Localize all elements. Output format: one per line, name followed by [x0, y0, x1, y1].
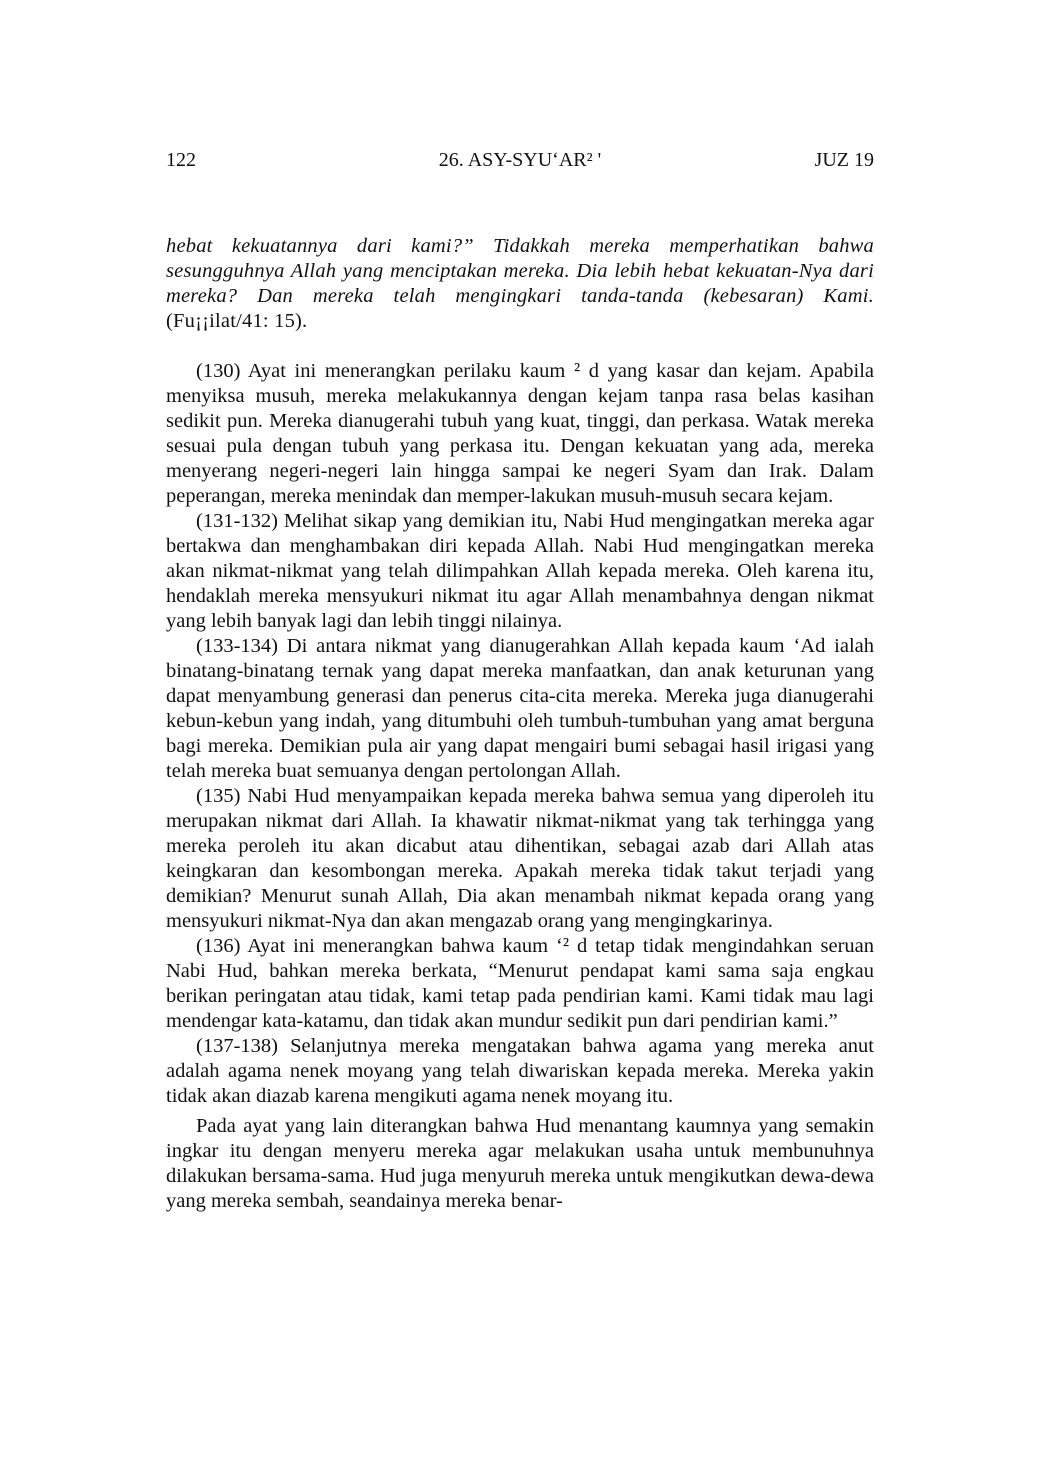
juz-label: JUZ 19 — [814, 149, 874, 171]
page-header — [166, 146, 874, 174]
paragraph-130: (130) Ayat ini menerangkan perilaku kaum ² d yang kasar dan kejam. Apabila menyiksa musuh, mereka melakukannya dengan kejam tanpa rasa belas kasihan sedikit pun. Mereka dianugerahi tubuh yang kuat, tinggi, dan perkasa. Watak mereka sesuai pula dengan tubuh yang perkasa itu. Dengan kekuatan yang ada, mereka menyerang negeri-negeri lain hingga sampai ke negeri Syam dan Irak. Dalam peperangan, mereka menindak dan memper-lakukan musuh-musuh secara kejam. — [166, 360, 874, 507]
paragraph-135: (135) Nabi Hud menyampaikan kepada mereka bahwa semua yang diperoleh itu merupakan nikmat dari Allah. Ia khawatir nikmat-nikmat yang tak terhingga yang mereka peroleh itu akan dicabut atau dihentikan, sebagai azab dari Allah atas keingkaran dan kesombongan mereka. Apakah mereka tidak takut terjadi yang demikian? Menurut sunah Allah, Dia akan menambah nikmat kepada orang yang mensyukuri nikmat-Nya dan akan mengazab orang yang mengingkarinya. — [166, 785, 874, 932]
quote-reference: (Fu¡¡ilat/41: 15). — [166, 310, 308, 332]
paragraph-continuation: Pada ayat yang lain diterangkan bahwa Hud menantang kaumnya yang semakin ingkar itu dengan menyeru mereka agar melakukan usaha untuk membunuhnya dilakukan bersama-sama. Hud juga menyuruh mereka untuk mengikutkan dewa-dewa yang mereka sembah, seandainya mereka benar- — [166, 1115, 874, 1212]
paragraph-133-134: (133-134) Di antara nikmat yang dianugerahkan Allah kepada kaum ‘Ad ialah binatang-binatang ternak yang dapat mereka manfaatkan, dan anak keturunan yang dapat menyambung generasi dan penerus cita-cita mereka. Mereka juga dianugerahi kebun-kebun yang indah, yang ditumbuhi oleh tumbuh-tumbuhan yang amat berguna bagi mereka. Demikian pula air yang dapat mengairi bumi sebagai hasil irigasi yang telah mereka buat semuanya dengan pertolongan Allah. — [166, 635, 874, 782]
paragraph-131-132: (131-132) Melihat sikap yang demikian itu, Nabi Hud mengingatkan mereka agar bertakwa dan menghambakan diri kepada Allah. Nabi Hud mengingatkan mereka akan nikmat-nikmat yang telah dilimpahkan Allah kepada mereka. Oleh karena itu, hendaklah mereka mensyukuri nikmat itu agar Allah menambahnya dengan nikmat yang lebih banyak lagi dan lebih tinggi nilainya. — [166, 510, 874, 632]
quran-quote — [166, 234, 874, 334]
body-text — [166, 234, 874, 1214]
paragraph-136: (136) Ayat ini menerangkan bahwa kaum ‘² d tetap tidak mengindahkan seruan Nabi Hud, bahkan mereka berkata, “Menurut pendapat kami sama saja engkau berikan peringatan atau tidak, kami tetap pada pendirian kami. Kami tidak mau lagi mendengar kata-katamu, dan tidak akan mundur sedikit pun dari pendirian kami.” — [166, 935, 874, 1032]
page-number: 122 — [166, 149, 196, 171]
paragraph-137-138: (137-138) Selanjutnya mereka mengatakan bahwa agama yang mereka anut adalah agama nenek moyang yang telah diwariskan kepada mereka. Mereka yakin tidak akan diazab karena mengikuti agama nenek moyang itu. — [166, 1035, 874, 1107]
quote-italic-text: hebat kekuatannya dari kami?” Tidakkah mereka memperhatikan bahwa sesungguhnya Allah yang menciptakan mereka. Dia lebih hebat kekuatan-Nya dari mereka? Dan mereka telah mengingkari tanda-tanda (kebesaran) Kami. — [166, 235, 874, 307]
chapter-title: 26. ASY-SYU‘AR² ' — [438, 149, 602, 171]
